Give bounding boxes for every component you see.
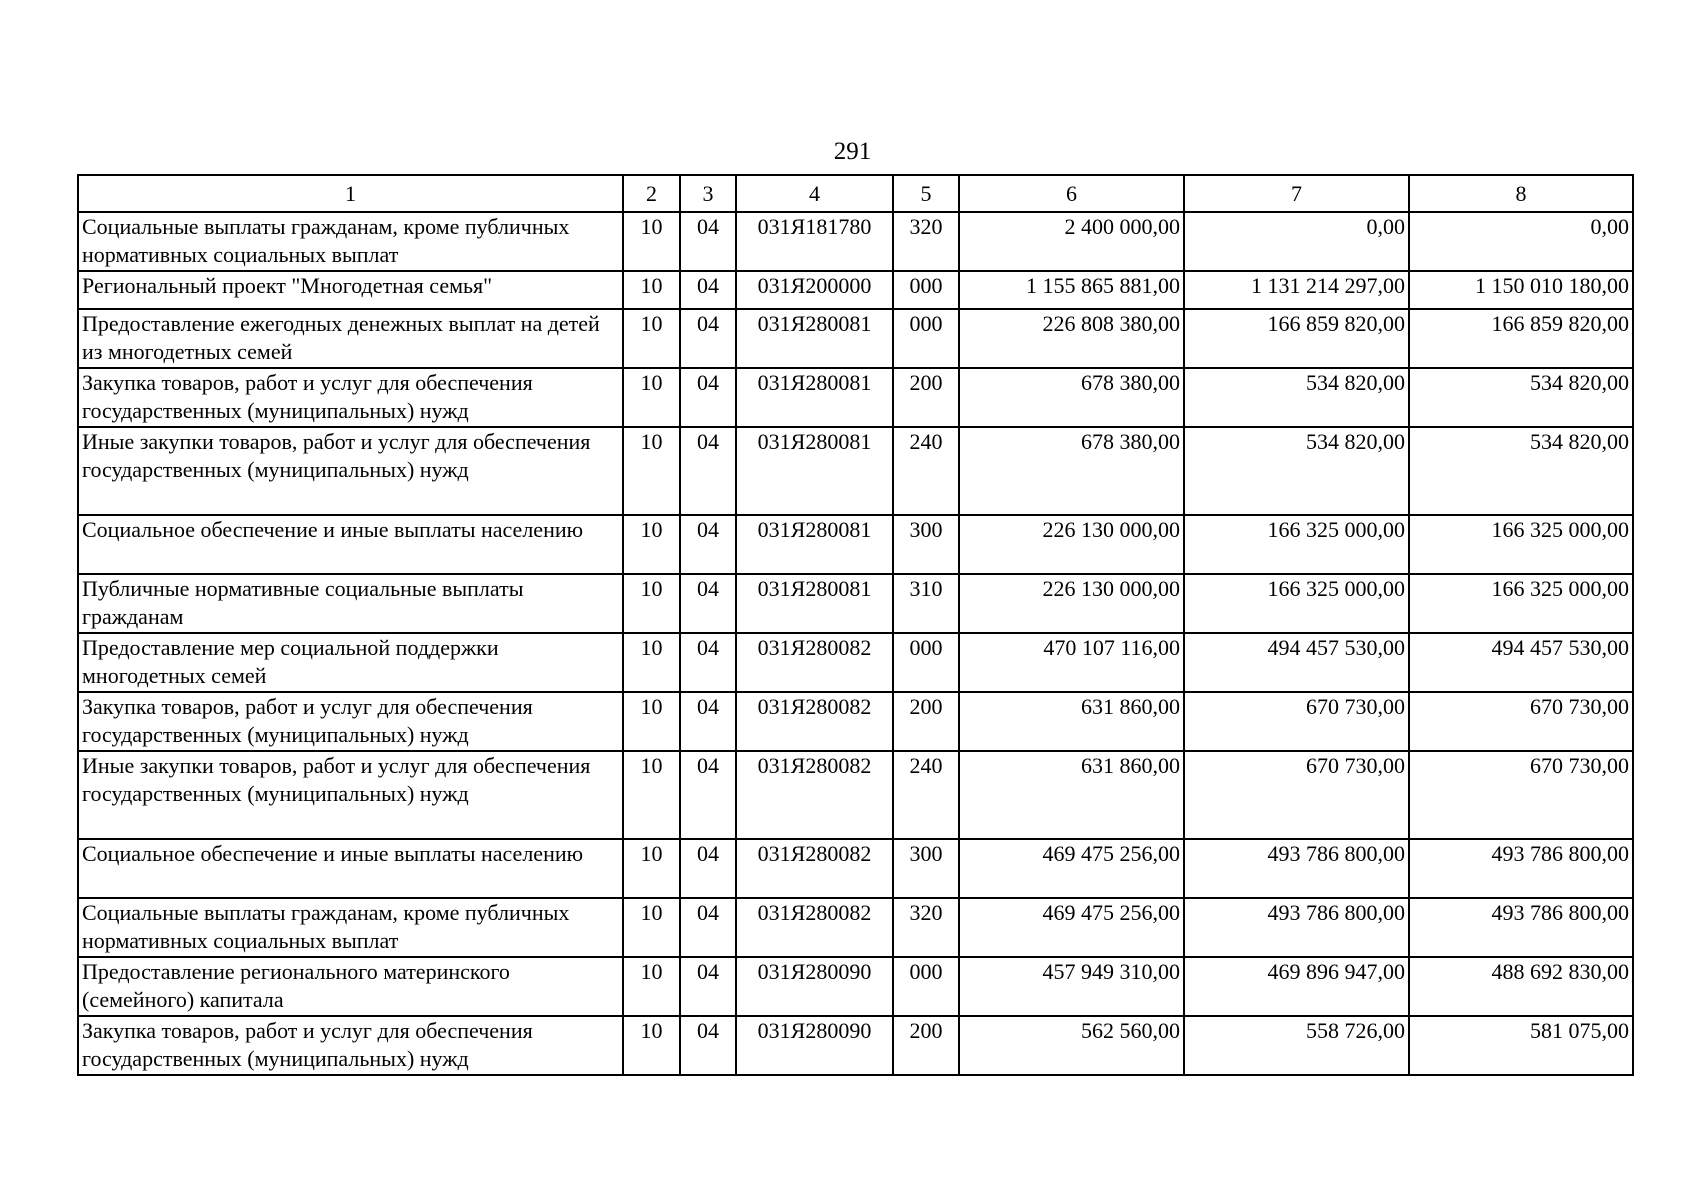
- row-target-code: 031Я280082: [736, 839, 893, 898]
- row-subsection: 04: [680, 574, 736, 633]
- row-amount-6: 678 380,00: [959, 368, 1184, 427]
- row-subsection: 04: [680, 898, 736, 957]
- header-col-6: 6: [959, 175, 1184, 212]
- row-name: Иные закупки товаров, работ и услуг для обеспечения государственных (муниципальных) нужд: [78, 751, 623, 839]
- row-amount-7: 166 859 820,00: [1184, 309, 1409, 368]
- row-subsection: 04: [680, 692, 736, 751]
- table-row: [78, 309, 1633, 368]
- row-target-code: 031Я280082: [736, 692, 893, 751]
- budget-table: [77, 174, 1634, 1076]
- row-amount-6: 226 130 000,00: [959, 515, 1184, 574]
- row-subsection: 04: [680, 1016, 736, 1075]
- row-amount-8: 534 820,00: [1409, 368, 1633, 427]
- row-amount-8: 670 730,00: [1409, 751, 1633, 839]
- row-amount-6: 226 808 380,00: [959, 309, 1184, 368]
- row-amount-7: 558 726,00: [1184, 1016, 1409, 1075]
- row-section: 10: [623, 212, 680, 271]
- row-subsection: 04: [680, 309, 736, 368]
- row-target-code: 031Я280090: [736, 1016, 893, 1075]
- row-name: Закупка товаров, работ и услуг для обеспечения государственных (муниципальных) нужд: [78, 368, 623, 427]
- row-amount-7: 534 820,00: [1184, 368, 1409, 427]
- row-amount-6: 678 380,00: [959, 427, 1184, 515]
- table-row: [78, 212, 1633, 271]
- row-section: 10: [623, 271, 680, 309]
- row-section: 10: [623, 839, 680, 898]
- row-amount-8: 166 325 000,00: [1409, 515, 1633, 574]
- row-target-code: 031Я280082: [736, 751, 893, 839]
- row-expense-type: 300: [893, 839, 959, 898]
- row-amount-7: 670 730,00: [1184, 692, 1409, 751]
- row-amount-6: 226 130 000,00: [959, 574, 1184, 633]
- row-name: Предоставление ежегодных денежных выплат на детей из многодетных семей: [78, 309, 623, 368]
- row-target-code: 031Я181780: [736, 212, 893, 271]
- row-section: 10: [623, 751, 680, 839]
- row-amount-8: 0,00: [1409, 212, 1633, 271]
- row-subsection: 04: [680, 633, 736, 692]
- row-amount-8: 670 730,00: [1409, 692, 1633, 751]
- row-expense-type: 000: [893, 957, 959, 1016]
- header-row: [78, 175, 1633, 212]
- row-section: 10: [623, 898, 680, 957]
- row-section: 10: [623, 1016, 680, 1075]
- row-target-code: 031Я280081: [736, 574, 893, 633]
- table-row: [78, 1016, 1633, 1075]
- row-section: 10: [623, 692, 680, 751]
- row-amount-7: 469 896 947,00: [1184, 957, 1409, 1016]
- row-amount-8: 534 820,00: [1409, 427, 1633, 515]
- row-section: 10: [623, 368, 680, 427]
- row-amount-8: 493 786 800,00: [1409, 898, 1633, 957]
- row-expense-type: 000: [893, 271, 959, 309]
- row-section: 10: [623, 633, 680, 692]
- row-subsection: 04: [680, 957, 736, 1016]
- row-subsection: 04: [680, 212, 736, 271]
- row-amount-7: 534 820,00: [1184, 427, 1409, 515]
- table-row: [78, 368, 1633, 427]
- row-section: 10: [623, 574, 680, 633]
- row-amount-8: 494 457 530,00: [1409, 633, 1633, 692]
- row-amount-8: 1 150 010 180,00: [1409, 271, 1633, 309]
- header-col-1: 1: [78, 175, 623, 212]
- header-col-4: 4: [736, 175, 893, 212]
- row-section: 10: [623, 957, 680, 1016]
- row-amount-7: 166 325 000,00: [1184, 574, 1409, 633]
- row-expense-type: 200: [893, 692, 959, 751]
- row-target-code: 031Я280081: [736, 515, 893, 574]
- table-row: [78, 692, 1633, 751]
- row-expense-type: 320: [893, 212, 959, 271]
- row-amount-7: 1 131 214 297,00: [1184, 271, 1409, 309]
- row-subsection: 04: [680, 427, 736, 515]
- row-name: Социальное обеспечение и иные выплаты населению: [78, 515, 623, 574]
- row-amount-7: 493 786 800,00: [1184, 839, 1409, 898]
- table-row: [78, 957, 1633, 1016]
- row-amount-7: 670 730,00: [1184, 751, 1409, 839]
- row-name: Социальное обеспечение и иные выплаты населению: [78, 839, 623, 898]
- row-target-code: 031Я280090: [736, 957, 893, 1016]
- table-row: [78, 751, 1633, 839]
- table-row: [78, 271, 1633, 309]
- table-row: [78, 515, 1633, 574]
- row-expense-type: 310: [893, 574, 959, 633]
- row-amount-8: 581 075,00: [1409, 1016, 1633, 1075]
- row-target-code: 031Я280081: [736, 309, 893, 368]
- row-amount-7: 493 786 800,00: [1184, 898, 1409, 957]
- row-amount-6: 2 400 000,00: [959, 212, 1184, 271]
- row-name: Иные закупки товаров, работ и услуг для обеспечения государственных (муниципальных) нужд: [78, 427, 623, 515]
- row-name: Предоставление мер социальной поддержки многодетных семей: [78, 633, 623, 692]
- row-target-code: 031Я280081: [736, 368, 893, 427]
- row-amount-8: 488 692 830,00: [1409, 957, 1633, 1016]
- row-target-code: 031Я280082: [736, 633, 893, 692]
- table-row: [78, 574, 1633, 633]
- row-name: Закупка товаров, работ и услуг для обеспечения государственных (муниципальных) нужд: [78, 1016, 623, 1075]
- row-amount-7: 166 325 000,00: [1184, 515, 1409, 574]
- row-target-code: 031Я200000: [736, 271, 893, 309]
- row-expense-type: 200: [893, 1016, 959, 1075]
- row-section: 10: [623, 515, 680, 574]
- row-amount-7: 0,00: [1184, 212, 1409, 271]
- table-header: [78, 175, 1633, 212]
- row-amount-6: 1 155 865 881,00: [959, 271, 1184, 309]
- row-subsection: 04: [680, 271, 736, 309]
- row-amount-6: 457 949 310,00: [959, 957, 1184, 1016]
- header-col-2: 2: [623, 175, 680, 212]
- row-expense-type: 240: [893, 427, 959, 515]
- row-target-code: 031Я280082: [736, 898, 893, 957]
- row-amount-6: 631 860,00: [959, 692, 1184, 751]
- row-name: Социальные выплаты гражданам, кроме публичных нормативных социальных выплат: [78, 212, 623, 271]
- row-amount-7: 494 457 530,00: [1184, 633, 1409, 692]
- row-target-code: 031Я280081: [736, 427, 893, 515]
- row-amount-8: 166 859 820,00: [1409, 309, 1633, 368]
- row-amount-8: 493 786 800,00: [1409, 839, 1633, 898]
- row-name: Предоставление регионального материнского (семейного) капитала: [78, 957, 623, 1016]
- row-expense-type: 000: [893, 309, 959, 368]
- row-name: Социальные выплаты гражданам, кроме публичных нормативных социальных выплат: [78, 898, 623, 957]
- row-expense-type: 200: [893, 368, 959, 427]
- header-col-8: 8: [1409, 175, 1633, 212]
- row-amount-6: 631 860,00: [959, 751, 1184, 839]
- row-subsection: 04: [680, 515, 736, 574]
- table-row: [78, 839, 1633, 898]
- row-expense-type: 000: [893, 633, 959, 692]
- row-section: 10: [623, 427, 680, 515]
- page-number: 291: [833, 138, 872, 165]
- row-amount-6: 469 475 256,00: [959, 898, 1184, 957]
- row-section: 10: [623, 309, 680, 368]
- row-expense-type: 320: [893, 898, 959, 957]
- table-row: [78, 898, 1633, 957]
- row-amount-6: 470 107 116,00: [959, 633, 1184, 692]
- row-amount-8: 166 325 000,00: [1409, 574, 1633, 633]
- row-expense-type: 300: [893, 515, 959, 574]
- row-name: Публичные нормативные социальные выплаты гражданам: [78, 574, 623, 633]
- row-amount-6: 562 560,00: [959, 1016, 1184, 1075]
- row-subsection: 04: [680, 751, 736, 839]
- table-row: [78, 427, 1633, 515]
- row-amount-6: 469 475 256,00: [959, 839, 1184, 898]
- header-col-3: 3: [680, 175, 736, 212]
- row-name: Региональный проект "Многодетная семья": [78, 271, 623, 309]
- header-col-5: 5: [893, 175, 959, 212]
- row-expense-type: 240: [893, 751, 959, 839]
- row-name: Закупка товаров, работ и услуг для обеспечения государственных (муниципальных) нужд: [78, 692, 623, 751]
- table-body: [78, 212, 1633, 1075]
- header-col-7: 7: [1184, 175, 1409, 212]
- row-subsection: 04: [680, 368, 736, 427]
- table-row: [78, 633, 1633, 692]
- row-subsection: 04: [680, 839, 736, 898]
